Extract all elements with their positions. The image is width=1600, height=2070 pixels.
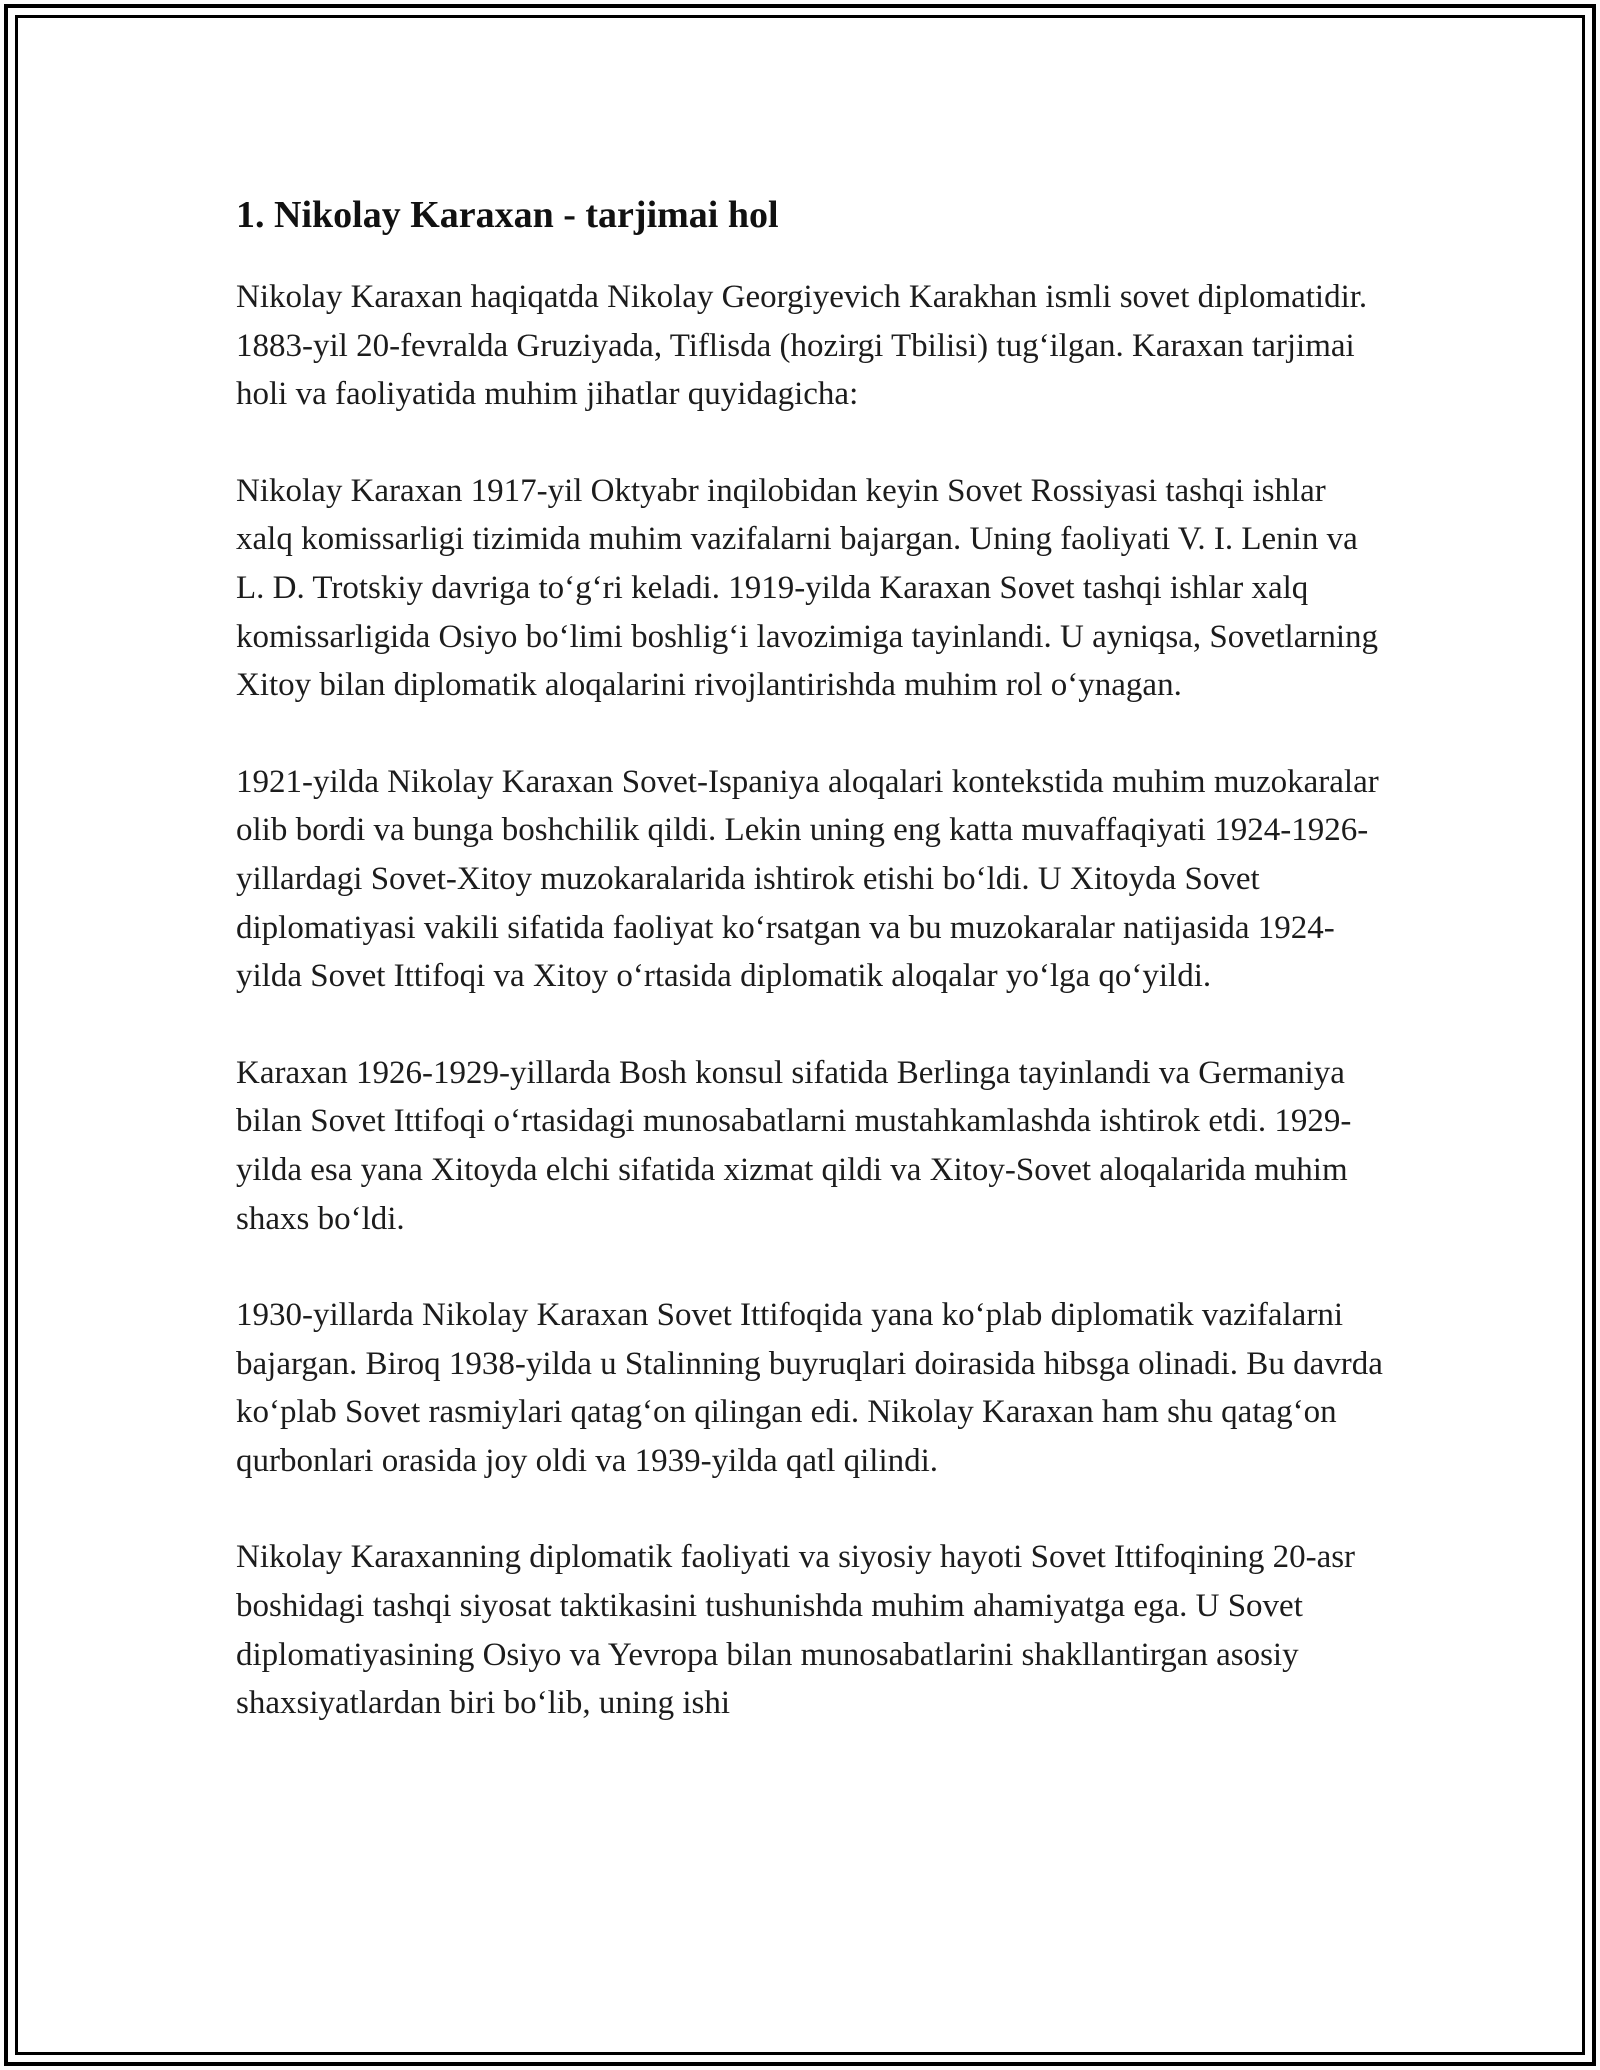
paragraph-1926: Karaxan 1926-1929-yillarda Bosh konsul sifatida Berlinga tayinlandi va Germaniya bilan Sovet Ittifoqi o‘rtasidagi munosabatlarni mustahkamlashda ishtirok etdi. 1929-yilda esa yana Xitoyda elchi sifatida xizmat qildi va Xitoy-Sovet aloqalarida muhim shaxs bo‘ldi. — [236, 1054, 1352, 1237]
document-body — [236, 187, 1386, 1776]
paragraph-1930s: 1930-yillarda Nikolay Karaxan Sovet Ittifoqida yana ko‘plab diplomatik vazifalarni bajargan. Biroq 1938-yilda u Stalinning buyruqlari doirasida hibsga olinadi. Bu davrda ko‘plab Sovet rasmiylari qatag‘on qilingan edi. Nikolay Karaxan ham shu qatag‘on qurbonlari orasida joy oldi va 1939-yilda qatl qilindi. — [236, 1297, 1383, 1479]
section-title: 1. Nikolay Karaxan - tarjimai hol — [236, 194, 779, 236]
paragraph-1921: 1921-yilda Nikolay Karaxan Sovet-Ispaniya aloqalari kontekstida muhim muzokaralar olib bordi va bunga boshchilik qildi. Lekin uning eng katta muvaffaqiyati 1924-1926-yillardagi Sovet-Xitoy muzokaralarida ishtirok etishi bo‘ldi. U Xitoyda Sovet diplomatiyasi vakili sifatida faoliyat ko‘rsatgan va bu muzokaralar natijasida 1924-yilda Sovet Ittifoqi va Xitoy o‘rtasida diplomatik aloqalar yo‘lga qo‘yildi. — [236, 763, 1379, 995]
paragraph-1917: Nikolay Karaxan 1917-yil Oktyabr inqilobidan keyin Sovet Rossiyasi tashqi ishlar xalq komissarligi tizimida muhim vazifalarni bajargan. Uning faoliyati V. I. Lenin va L. D. Trotskiy davriga to‘g‘ri keladi. 1919-yilda Karaxan Sovet tashqi ishlar xalq komissarligida Osiyo bo‘limi boshlig‘i lavozimiga tayinlandi. U ayniqsa, Sovetlarning Xitoy bilan diplomatik aloqalarini rivojlantirishda muhim rol o‘ynagan. — [236, 472, 1379, 704]
paragraph-intro: Nikolay Karaxan haqiqatda Nikolay Georgiyevich Karakhan ismli sovet diplomatidir. 1883-yil 20-fevralda Gruziyada, Tiflisda (hozirgi Tbilisi) tug‘ilgan. Karaxan tarjimai holi va faoliyatida muhim jihatlar quyidagicha: — [236, 279, 1368, 413]
paragraph-legacy: Nikolay Karaxanning diplomatik faoliyati va siyosiy hayoti Sovet Ittifoqining 20-asr boshidagi tashqi siyosat taktikasini tushunishda muhim ahamiyatga ega. U Sovet diplomatiyasining Osiyo va Yevropa bilan munosabatlarini shakllantirgan asosiy shaxsiyatlardan biri bo‘lib, uning ishi — [236, 1539, 1356, 1722]
